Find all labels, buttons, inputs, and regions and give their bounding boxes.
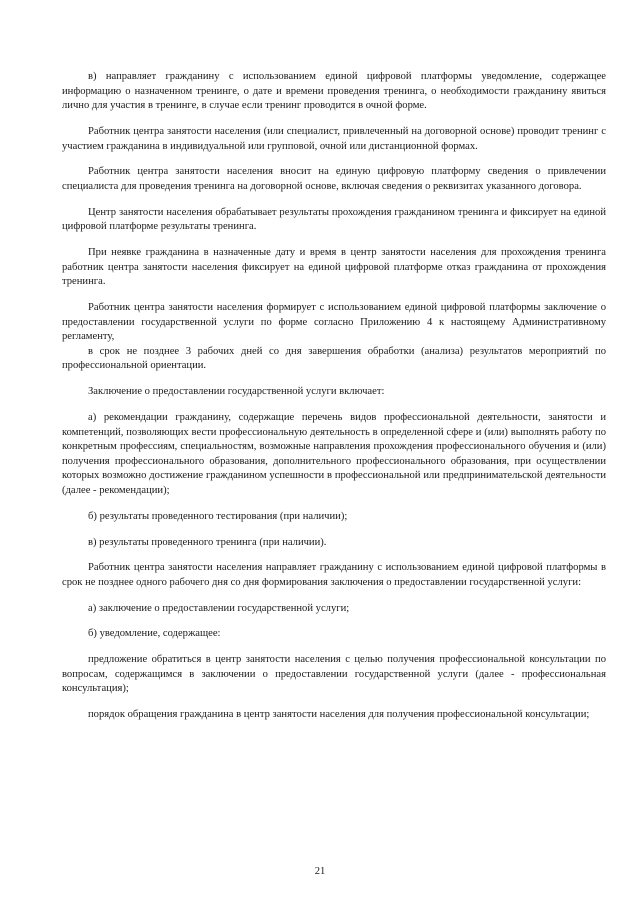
paragraph: предложение обратиться в центр занятости населения с целью получения профессиональной консультации по вопросам, содержащимся в заключении о предоставлении государственной услуги (далее - профессиональная консультация); — [62, 654, 606, 695]
paragraph: в) направляет гражданину с использованием единой цифровой платформы уведомление, содержащее информацию о назначенном тренинге, о дате и времени проведения тренинга, о необходимости гражданину явиться лично для участия в тренинге, в случае если тренинг проводится в очной форме. — [62, 71, 606, 112]
paragraph: б) уведомление, содержащее: — [88, 628, 221, 640]
paragraph: Работник центра занятости населения формирует с использованием единой цифровой платформы заключение о предоставлении государственной услуги по форме согласно Приложению 4 к настоящему Административному регламенту, — [62, 302, 606, 343]
paragraph: а) рекомендации гражданину, содержащие перечень видов профессиональной деятельности, занятости и компетенций, позволяющих вести профессиональную деятельность в определенной сфере и (или) выполнять работу по конкретным профессиям, специальностям, возможные направления прохождения профессионального обучения и (или) получения профессионального образования, дополнительного профессионального образования, при осуществлении которых возможно достижение гражданином успешности в профессиональной или предпринимательской деятельности (далее - рекомендации); — [62, 412, 606, 496]
paragraph: Работник центра занятости населения вносит на единую цифровую платформу сведения о привлечении специалиста для проведения тренинга на договорной основе, включая сведения о реквизитах указанного договора. — [62, 166, 606, 192]
paragraph: а) заключение о предоставлении государственной услуги; — [88, 602, 350, 614]
paragraph: в срок не позднее 3 рабочих дней со дня завершения обработки (анализа) результатов мероприятий по профессиональной ориентации. — [62, 345, 606, 372]
paragraph: б) результаты проведенного тестирования (при наличии); — [88, 510, 348, 522]
page-number: 21 — [314, 866, 326, 877]
paragraph: При неявке гражданина в назначенные дату и время в центр занятости населения для прохождения тренинга работник центра занятости населения фиксирует на единой цифровой платформе отказ гражданина от прохождения тренинга. — [62, 247, 606, 288]
paragraph: Работник центра занятости населения направляет гражданину с использованием единой цифровой платформы в срок не позднее одного рабочего дня со дня формирования заключения о предоставлении государственной услуги: — [62, 562, 606, 588]
paragraph: Заключение о предоставлении государственной услуги включает: — [88, 386, 385, 398]
paragraph: порядок обращения гражданина в центр занятости населения для получения профессиональной консультации; — [88, 709, 590, 721]
paragraph: Центр занятости населения обрабатывает результаты прохождения гражданином тренинга и фиксирует на единой цифровой платформе результаты тренинга. — [62, 206, 606, 233]
document-page — [62, 70, 606, 734]
paragraph: в) результаты проведенного тренинга (при наличии). — [88, 536, 327, 548]
paragraph: Работник центра занятости населения (или специалист, привлеченный на договорной основе) проводит тренинг с участием гражданина в индивидуальной или групповой, очной или дистанционной формах. — [62, 125, 606, 152]
